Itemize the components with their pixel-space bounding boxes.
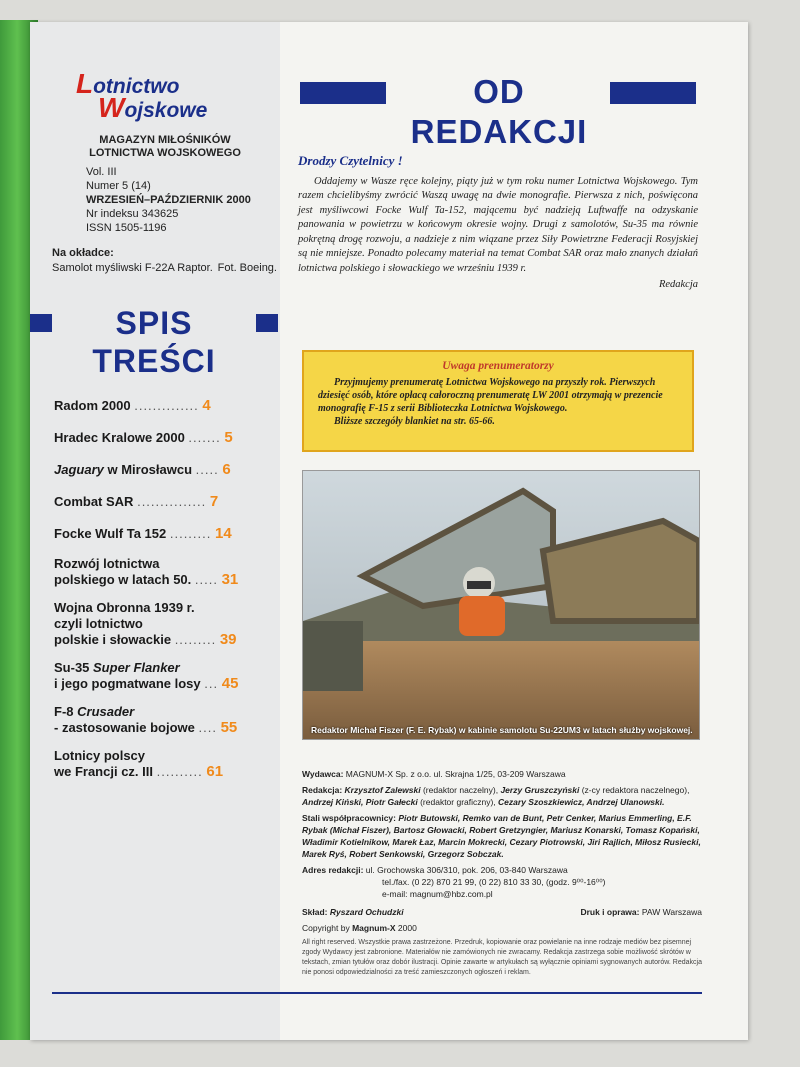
magazine-logo xyxy=(70,68,270,128)
issue-info xyxy=(86,165,251,235)
toc-item[interactable] xyxy=(54,704,280,736)
editor-name: Jerzy Gruszczyński xyxy=(500,785,580,795)
toc-dots: ............... xyxy=(137,494,207,509)
editor-name: Krzysztof Zalewski xyxy=(344,785,421,795)
toc-dots: ... xyxy=(204,676,219,691)
editor-role: (redaktor graficzny), xyxy=(417,797,499,807)
cover-note xyxy=(52,246,277,276)
toc-item[interactable] xyxy=(54,398,280,414)
typeset-value: Ryszard Ochudzki xyxy=(329,907,404,917)
print-label: Druk i oprawa: xyxy=(580,907,640,917)
toc-item-title: Focke Wulf Ta 152 xyxy=(54,526,167,541)
toc-heading-text: SPIS TREŚCI xyxy=(92,305,216,379)
publisher-label: Wydawca: xyxy=(302,769,344,779)
toc-page-number: 4 xyxy=(202,397,211,414)
copyright-holder: Magnum-X xyxy=(352,923,396,933)
logo-line2: Wojskowe xyxy=(98,92,208,123)
toc-item-title-italic: Super Flanker xyxy=(93,660,180,675)
editor-name: Cezary Szoszkiewicz, Andrzej Ulanowski. xyxy=(498,797,665,807)
toc-item-title: Combat SAR xyxy=(54,494,134,509)
cover-description-row xyxy=(52,261,277,276)
contributors-row xyxy=(302,812,702,860)
address-row xyxy=(302,864,702,900)
toc-item-title: - zastosowanie bojowe xyxy=(54,720,195,735)
toc-dots: ......... xyxy=(174,632,217,647)
editors-row xyxy=(302,784,702,808)
toc-item[interactable] xyxy=(54,600,280,648)
publisher-row xyxy=(302,768,702,780)
editorial-heading xyxy=(300,72,696,150)
toc-dots: .......... xyxy=(156,764,203,779)
cover-photo-credit: Fot. Boeing. xyxy=(217,262,277,274)
editorial-heading-text: OD REDAKCJI xyxy=(410,73,588,150)
toc-item[interactable] xyxy=(54,430,280,446)
notice-body: Przyjmujemy prenumeratę Lotnictwa Wojskowego na przyszły rok. Pierwszych dziesięć osób, które opłacą całoroczną prenumeratę LW 2001 otrzymają w prezencie monografię F-15 z serii Biblioteczka Lotnictwa Wojskowego. xyxy=(318,377,663,414)
toc-item-title-italic: Crusader xyxy=(77,704,135,719)
editorial-letter xyxy=(298,154,698,293)
contributors-label: Stali współpracownicy: xyxy=(302,813,396,823)
issue-number: Numer 5 (14) xyxy=(86,180,151,192)
subtitle-line2: LOTNICTWA WOJSKOWEGO xyxy=(89,147,241,159)
toc-item[interactable] xyxy=(54,494,280,510)
toc-item[interactable] xyxy=(54,660,280,692)
editor-name: Andrzej Kiński, Piotr Gałecki xyxy=(302,797,418,807)
toc-item-title: Hradec Kralowe 2000 xyxy=(54,430,185,445)
toc-item-title: w Mirosławcu xyxy=(103,462,193,477)
logo-line1: Lotnictwo xyxy=(76,68,180,99)
toc-page-number: 14 xyxy=(215,525,232,542)
volume: Vol. III xyxy=(86,166,117,178)
toc-page-number: 5 xyxy=(224,429,233,446)
typeset-print-row xyxy=(302,906,702,918)
subtitle-line1: MAGAZYN MIŁOŚNIKÓW xyxy=(99,134,231,146)
toc-item-title: polskie i słowackie xyxy=(54,632,172,647)
address-line: ul. Grochowska 306/310, pok. 206, 03-840 Warszawa xyxy=(365,865,568,875)
toc-page-number: 61 xyxy=(206,763,224,780)
toc-page-number: 39 xyxy=(219,631,237,648)
editor-role: (z-cy redaktora naczelnego), xyxy=(579,785,690,795)
toc-item-title: Wojna Obronna 1939 r. xyxy=(54,600,195,615)
cockpit-photo xyxy=(302,470,700,740)
toc-page-number: 6 xyxy=(222,461,231,478)
issn: ISSN 1505-1196 xyxy=(86,222,167,234)
toc-item-title: we Francji cz. III xyxy=(54,764,153,779)
copyright xyxy=(302,922,702,934)
toc-page-number: 7 xyxy=(209,493,219,510)
toc-dots: ..... xyxy=(195,462,219,477)
toc-dots: ......... xyxy=(169,526,212,541)
table-of-contents xyxy=(54,398,280,780)
address-label: Adres redakcji: xyxy=(302,865,364,875)
toc-item-title: polskiego w latach 50. xyxy=(54,572,192,587)
notice-title: Uwaga prenumeratorzy xyxy=(442,360,554,372)
toc-dots: ....... xyxy=(188,430,221,445)
heading-bar-right xyxy=(610,82,696,104)
contributors-value: Piotr Butowski, Remko van de Bunt, Petr Cenker, Marius Emmerling, E.F. Rybak (Michał Fiszer), Bartosz Głowacki, Robert Gretzyngier, Mariusz Konarski, Tomasz Kopański, Władimir Kotielnikow, Marek Łaz, Marcin Mokrecki, Cezary Piotrowski, Jiri Rajlich, Miłosz Rusiecki, Marek Ryś, Robert Senkowski, Grzegorz Sobczak. xyxy=(302,813,701,859)
magazine-page xyxy=(30,22,748,1040)
email-line[interactable]: e-mail: magnum@hbz.com.pl xyxy=(382,889,493,899)
publisher-value: MAGNUM-X Sp. z o.o. ul. Skrajna 1/25, 03-209 Warszawa xyxy=(345,769,566,779)
toc-page-number: 31 xyxy=(221,571,239,588)
contents-column xyxy=(30,22,280,1040)
toc-item[interactable] xyxy=(54,748,280,780)
heading-bar-left xyxy=(300,82,386,104)
toc-heading xyxy=(30,304,280,379)
toc-item[interactable] xyxy=(54,556,280,588)
toc-item[interactable] xyxy=(54,462,280,478)
toc-item-title-italic: Jaguary xyxy=(54,462,104,477)
editorial-greeting: Drodzy Czytelnicy ! xyxy=(298,153,403,168)
legal-notice: All right reserved. Wszystkie prawa zastrzeżone. Przedruk, kopiowanie oraz powielanie na inne rodzaje mediów bez pisemnej zgody Wydawcy jest zabronione. Materiałów nie zamówionych nie zwracamy. Redakcja zastrzega sobie możliwość skrótów w tekstach, zmian tytułów oraz dobór ilustracji. Opinie zawarte w artykułach są wyłącznie opiniami sygnowanych autorów. Redakcja nie ponosi odpowiedzialności za treść zamieszczonych ogłoszeń i reklam. xyxy=(302,939,702,976)
issue-date: WRZESIEŃ–PAŹDZIERNIK 2000 xyxy=(86,194,251,206)
photo-caption: Redaktor Michał Fiszer (F. E. Rybak) w kabinie samolotu Su-22UM3 w latach służby wojskowej. xyxy=(311,725,693,735)
copyright-prefix: Copyright by xyxy=(302,923,353,933)
heading-bar-left xyxy=(30,314,52,332)
cover-description: Samolot myśliwski F-22A Raptor. xyxy=(52,262,213,274)
phone-line: tel./fax. (0 22) 870 21 99, (0 22) 810 33 30, (godz. 9⁰⁰-16⁰⁰) xyxy=(382,877,606,887)
typeset-label: Skład: xyxy=(302,907,328,917)
cover-label: Na okładce: xyxy=(52,247,114,259)
cockpit-photo-illustration xyxy=(303,471,699,739)
editorial-body: Oddajemy w Wasze ręce kolejny, piąty już w tym roku numer Lotnictwa Wojskowego. Tym razem chcielibyśmy zwrócić Waszą uwagę na dwie monografie. Pierwsza z nich, poświęcona jest myśliwcowi Focke Wulf Ta-152, mającemu być nadzieją Luftwaffe na odzyskanie panowania w powietrzu w końcowym okresie wojny. Drugi z samolotów, Su-35 ma równie pokrętną drogę rozwoju, a nadzieje z nim wiązane przez Siły Powietrzne Federacji Rosyjskiej są nie mniejsze. Ponadto polecamy materiał na temat Combat SAR oraz mało znanych działań lotnictwa polskiego i słowackiego we wrześniu 1939 r. xyxy=(298,175,698,274)
print-value: PAW Warszawa xyxy=(641,907,702,917)
toc-dots: .... xyxy=(198,720,217,735)
toc-item[interactable] xyxy=(54,526,280,542)
copyright-year: 2000 xyxy=(395,923,417,933)
toc-dots: .............. xyxy=(134,398,199,413)
toc-item-title: Su-35 xyxy=(54,660,94,675)
editorial-signature: Redakcja xyxy=(658,279,698,290)
toc-page-number: 45 xyxy=(221,675,239,692)
magazine-subtitle xyxy=(60,134,270,160)
toc-item-title: i jego pogmatwane losy xyxy=(54,676,201,691)
editors-label: Redakcja: xyxy=(302,785,343,795)
toc-item-title: Radom 2000 xyxy=(54,398,131,413)
index-number: Nr indeksu 343625 xyxy=(86,208,179,220)
heading-bar-right xyxy=(256,314,278,332)
toc-item-title: Lotnicy polscy xyxy=(54,748,146,763)
toc-item-title: Rozwój lotnictwa xyxy=(54,556,160,571)
toc-page-number: 55 xyxy=(220,719,238,736)
toc-item-title: F-8 xyxy=(54,704,78,719)
bottom-divider xyxy=(52,992,702,994)
subscription-notice xyxy=(302,350,694,452)
toc-dots: ..... xyxy=(194,572,218,587)
toc-item-title: czyli lotnictwo xyxy=(54,616,143,631)
masthead-imprint xyxy=(302,768,702,978)
editor-role: (redaktor naczelny), xyxy=(420,785,501,795)
notice-details: Bliższe szczegóły blankiet na str. 65-66. xyxy=(334,416,495,427)
